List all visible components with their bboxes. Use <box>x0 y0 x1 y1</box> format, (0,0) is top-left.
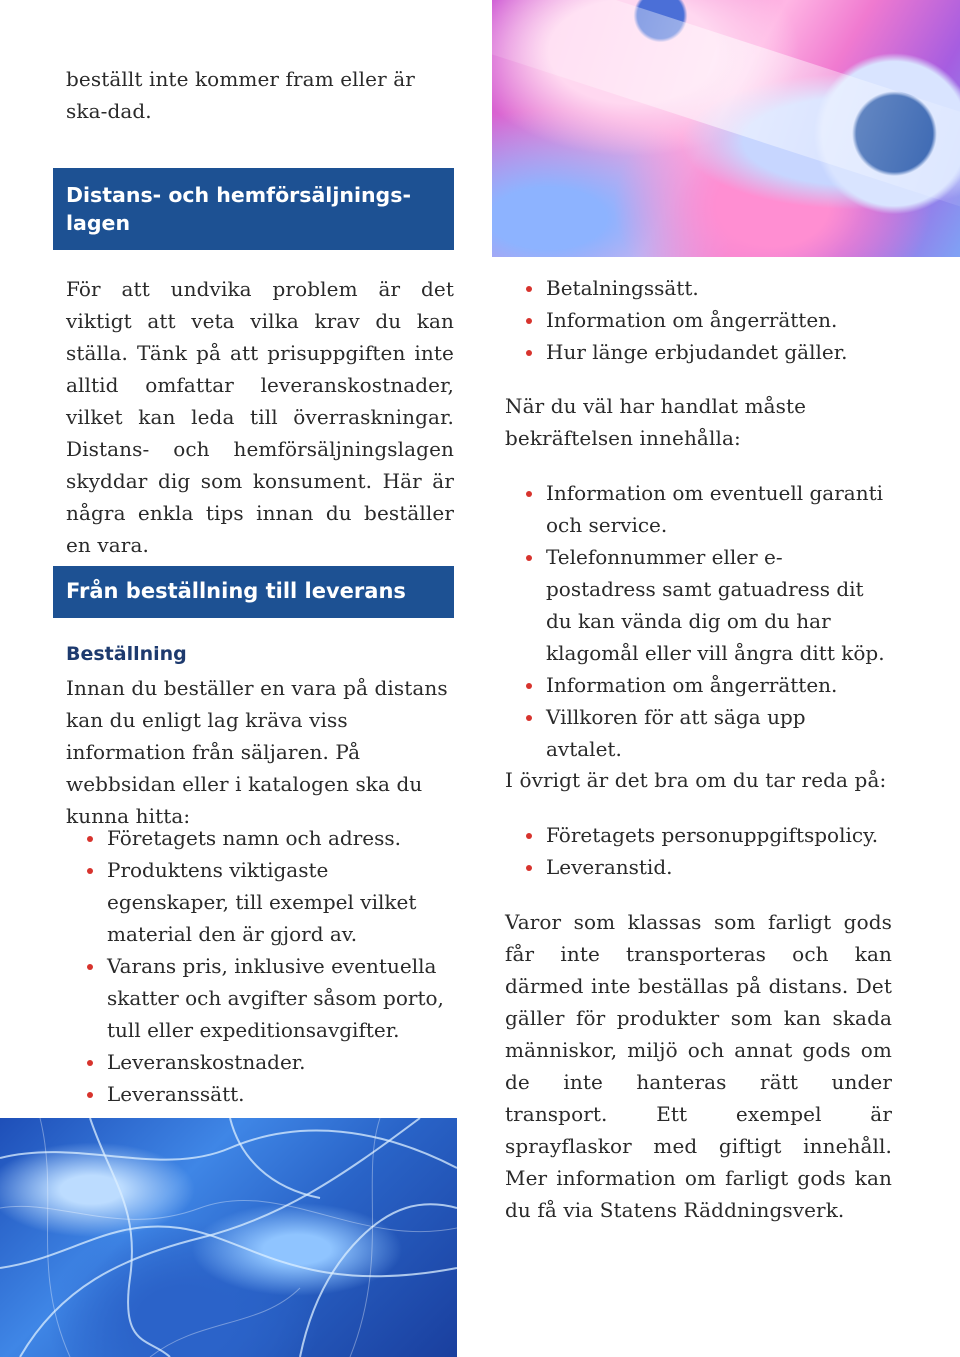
bullet-icon <box>526 491 532 497</box>
list-item: Information om ångerrätten. <box>526 304 906 336</box>
list-item: Leveranskostnader. <box>87 1046 447 1078</box>
section-heading-distance-law <box>53 168 454 250</box>
bullet-icon <box>526 286 532 292</box>
bullet-icon <box>87 868 93 874</box>
section1-body: För att undvika problem är det viktigt att veta vilka krav du kan ställa. Tänk på att prisuppgiften inte alltid omfattar leveranskostnader, vilket kan leda till överraskningar. Distans- och hemförsäljningslagen skyddar dig som konsument. Här är några enkla tips innan du beställer en vara. <box>66 277 454 557</box>
list-item: Hur länge erbjudandet gäller. <box>526 336 906 368</box>
confirmation-text: När du väl har handlat måste bekräftelsen innehålla: <box>505 394 807 450</box>
list-item: Varans pris, inklusive eventuella skatter och avgifter såsom porto, tull eller expeditionsavgifter. <box>87 950 447 1046</box>
list-item: Information om ångerrätten. <box>526 669 886 701</box>
bullet-icon <box>526 715 532 721</box>
bullet-icon <box>526 865 532 871</box>
decorative-photo-blue-texture <box>0 1118 457 1357</box>
section-heading-text: Distans- och hemförsäljnings-lagen <box>66 183 411 235</box>
dangerous-goods-text: Varor som klassas som farligt gods får inte transporteras och kan därmed inte beställas på distans. Det gäller för produkter som kan skada människor, miljö och annat gods om de inte hanteras rätt under transport. Ett exempel är sprayflaskor med giftigt innehåll. Mer information om farligt gods kan du få via Statens Räddningsverk. <box>505 910 892 1222</box>
bullet-icon <box>526 833 532 839</box>
order-body: Innan du beställer en vara på distans kan du enligt lag kräva viss information från säljaren. På webbsidan eller i katalogen ska du kunna hitta: <box>66 676 448 828</box>
bullet-icon <box>526 555 532 561</box>
list-item: Betalningssätt. <box>526 272 906 304</box>
bullet-icon <box>87 964 93 970</box>
list-item: Villkoren för att säga upp avtalet. <box>526 701 886 765</box>
bullet-icon <box>87 1060 93 1066</box>
bullet-icon <box>526 683 532 689</box>
subheading-order: Beställning <box>66 643 187 665</box>
list-item: Företagets namn och adress. <box>87 822 447 854</box>
confirmation-list <box>526 477 886 765</box>
section-heading-text: Från beställning till leverans <box>66 579 406 603</box>
decorative-photo-cd <box>492 0 960 257</box>
list-item: Information om eventuell garanti och service. <box>526 477 886 541</box>
photo-sheen <box>492 0 960 221</box>
bullet-icon <box>526 318 532 324</box>
texture-lines <box>0 1118 457 1357</box>
list-item: Leveranssätt. <box>87 1078 447 1110</box>
intro-text: beställt inte kommer fram eller är ska-dad. <box>66 67 415 123</box>
list-item: Telefonnummer eller e-postadress samt gatuadress dit du kan vända dig om du har klagomål eller vill ångra ditt köp. <box>526 541 886 669</box>
bullet-icon <box>526 350 532 356</box>
other-text: I övrigt är det bra om du tar reda på: <box>505 768 887 792</box>
list-item: Leveranstid. <box>526 851 906 883</box>
payment-info-list <box>526 272 906 368</box>
bullet-icon <box>87 836 93 842</box>
other-list <box>526 819 906 883</box>
order-info-list <box>87 822 447 1110</box>
list-item: Produktens viktigaste egenskaper, till exempel vilket material den är gjord av. <box>87 854 447 950</box>
section-heading-order-to-delivery <box>53 566 454 618</box>
bullet-icon <box>87 1092 93 1098</box>
list-item: Företagets personuppgiftspolicy. <box>526 819 906 851</box>
